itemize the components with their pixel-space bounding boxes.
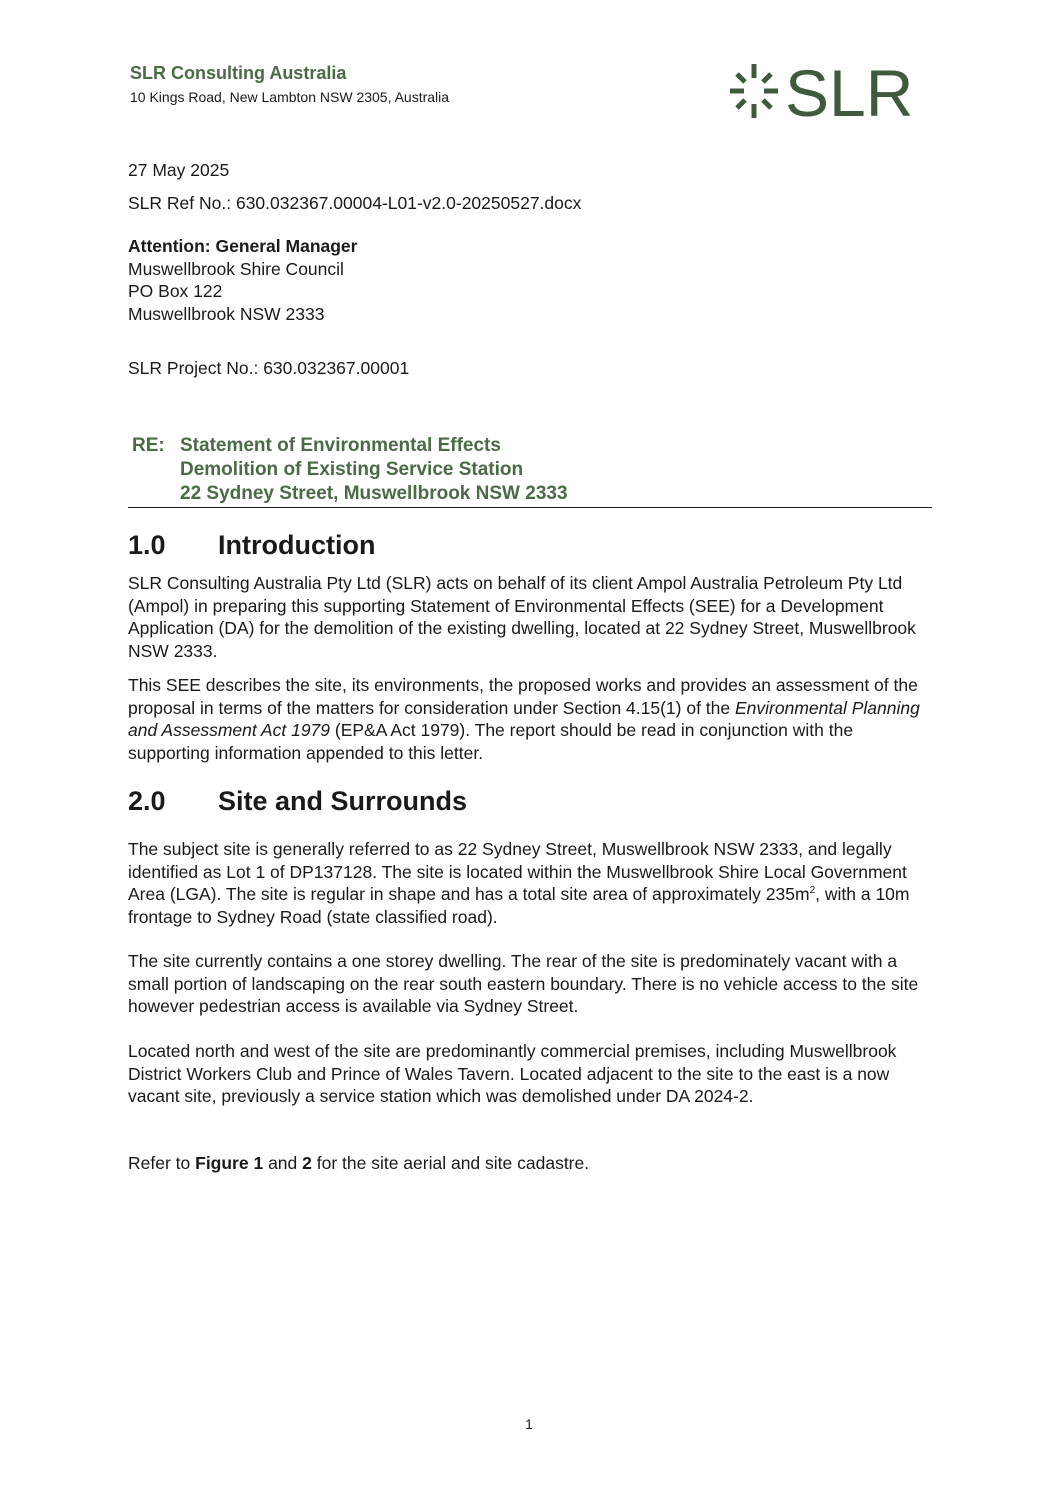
paragraph-text: (EP&A Act 1979). The report should be read in conjunction with the supporting information appended to this letter. — [128, 720, 854, 763]
re-label: RE: — [132, 435, 165, 456]
section-heading-site-and-surrounds — [128, 786, 928, 820]
paragraph-text: This SEE describes the site, its environments, the proposed works and provides an assessment of the proposal in terms of the matters for consideration under Section 4.15(1) of the — [128, 675, 918, 718]
paragraph: The site currently contains a one storey dwelling. The rear of the site is predominately vacant with a small portion of landscaping on the rear south eastern boundary. There is no vehicle access to the site however pedestrian access is available via Sydney Street. — [128, 951, 919, 1016]
figure-reference: Figure 1 — [195, 1153, 264, 1173]
recipient-line: PO Box 122 — [128, 281, 223, 301]
subject-line: Statement of Environmental Effects — [180, 435, 501, 456]
superscript: 2 — [809, 885, 816, 897]
reference-number: SLR Ref No.: 630.032367.00004-L01-v2.0-20250527.docx — [128, 193, 582, 213]
logo-text: SLR — [785, 61, 914, 121]
project-number: SLR Project No.: 630.032367.00001 — [128, 358, 410, 378]
subject-divider — [128, 507, 932, 508]
paragraph — [128, 838, 934, 928]
paragraph-text: for the site aerial and site cadastre. — [311, 1153, 590, 1173]
section-number: 1.0 — [128, 530, 166, 560]
paragraph-text: Refer to — [128, 1153, 196, 1173]
company-name: SLR Consulting Australia — [130, 63, 347, 83]
slr-logo — [728, 61, 928, 121]
section-title: Site and Surrounds — [218, 786, 468, 816]
attention-line: Attention: General Manager — [128, 236, 358, 256]
section-number: 2.0 — [128, 786, 166, 816]
paragraph: Located north and west of the site are predominantly commercial premises, including Muswellbrook District Workers Club and Prince of Wales Tavern. Located adjacent to the site to the east is a now vacant site, previously a service station which was demolished under DA 2024-2. — [128, 1041, 897, 1106]
page-number: 1 — [525, 1416, 533, 1432]
paragraph-text: , with a 10m frontage to Sydney Road (state classified road). — [128, 884, 910, 927]
paragraph-text: and — [263, 1153, 303, 1173]
subject-line: 22 Sydney Street, Muswellbrook NSW 2333 — [180, 483, 568, 504]
subject-line: Demolition of Existing Service Station — [180, 459, 524, 480]
company-address: 10 Kings Road, New Lambton NSW 2305, Australia — [130, 89, 450, 105]
recipient-line: Muswellbrook NSW 2333 — [128, 303, 325, 324]
paragraph: SLR Consulting Australia Pty Ltd (SLR) acts on behalf of its client Ampol Australia Petroleum Pty Ltd (Ampol) in preparing this supporting Statement of Environmental Effects (SEE) for a Development Application (DA) for the demolition of the existing dwelling, located at 22 Sydney Street, Muswellbrook NSW 2333. — [128, 573, 916, 661]
subject-lines — [180, 434, 568, 506]
letter-date: 27 May 2025 — [128, 160, 230, 180]
recipient-line: Muswellbrook Shire Council — [128, 258, 344, 279]
paragraph — [128, 1152, 934, 1175]
paragraph — [128, 674, 934, 764]
section-heading-introduction — [128, 530, 928, 564]
section-title: Introduction — [218, 530, 376, 560]
starburst-icon — [730, 64, 778, 118]
paragraph-text: The subject site is generally referred to as 22 Sydney Street, Muswellbrook NSW 2333, and legally identified as Lot 1 of DP137128. The site is located within the Muswellbrook Shire Local Government Area (LGA). The site is regular in shape and has a total site area of approximately 235m — [128, 839, 907, 904]
recipient-address — [128, 235, 357, 325]
figure-reference: 2 — [302, 1153, 312, 1173]
act-title: Environmental Planning and Assessment Act 1979 — [128, 697, 920, 740]
